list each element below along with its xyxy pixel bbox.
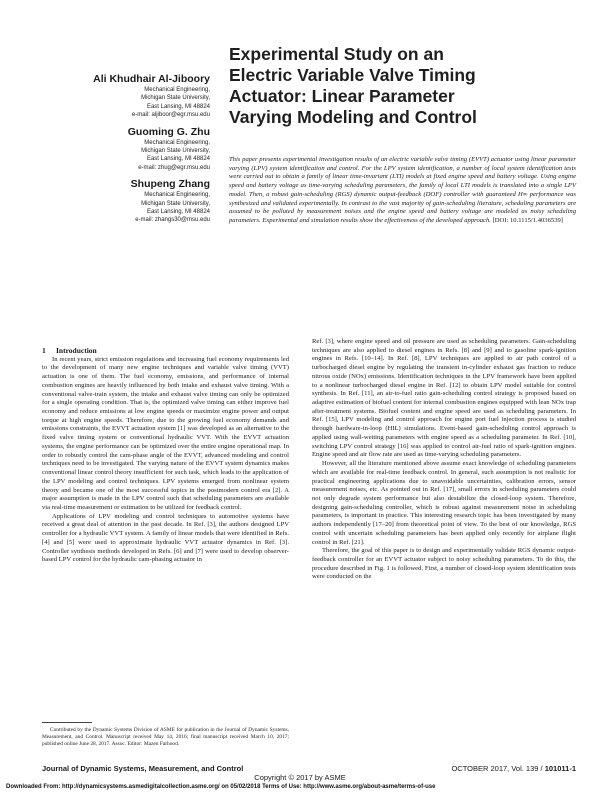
- author-email[interactable]: e-mail: zhangs30@msu.edu: [135, 217, 210, 224]
- author-name: Ali Khudhair Al-Jiboory: [93, 73, 210, 85]
- author-affiliation: East Lansing, MI 48824: [146, 209, 210, 216]
- footnote: Contributed by the Dynamic Systems Division of ASME for publication in the Journal of Dynamic Systems, Measurement, and Control. Manuscript received May 14, 2016; final manuscript received March 10, 2017; published online June 28, 2017. Assoc. Editor: Mazen Farhood.: [42, 727, 289, 748]
- footnote-divider: [42, 722, 92, 723]
- body-column-right: [312, 338, 576, 582]
- section-heading: [42, 347, 289, 356]
- author-affiliation: East Lansing, MI 48824: [146, 156, 210, 163]
- paragraph: Applications of LPV modeling and control techniques to automotive systems have received a great deal of attention in the past decade. In Ref. [3], the authors designed LPV controller for a hydraulic VVT system. A family of linear models that were identified in Refs. [4] and [5] were used to approximate hydraulic VVT actuator dynamics in Ref. [3]. Controller synthesis methods developed in Refs. [6] and [7] were used to develop observer-based LPV control for the hydraulic cam-phasing actuator in: [42, 512, 289, 564]
- paper-title: [229, 44, 574, 128]
- author-affiliation: Michigan State University,: [141, 148, 210, 155]
- section-title: Introduction: [56, 346, 97, 355]
- author-affiliation: Mechanical Engineering,: [144, 87, 210, 93]
- author-affiliation: East Lansing, MI 48824: [146, 103, 210, 110]
- title-line: Electric Variable Valve Timing: [229, 65, 476, 85]
- abstract-text: This paper presents experimental investigation results of an electric variable valve timing (EVVT) actuator using linear parameter varying (LPV) system identification and control. For the LPV system identification, a number of local system identification tests were carried out to obtain a family of linear time-invariant (LTI) models at fixed engine speed and battery voltage. Using engine speed and battery voltage as time-varying scheduling parameters, the family of local LTI models is translated into a single LPV model. Then, a robust gain-scheduling (RGS) dynamic output-feedback (DOF) controller with guaranteed H∞ performance was synthesized and validated experimentally. In contrast to the vast majority of gain-scheduling literature, scheduling parameters are assumed to be polluted by measurement noises and the engine speed and battery voltage are modeled as noisy scheduling parameters. Experimental and simulation results show the effectiveness of the developed approach.: [229, 156, 576, 224]
- body-column-left: [42, 347, 289, 565]
- author-email[interactable]: e-mail: aljiboor@egr.msu.edu: [131, 112, 210, 119]
- paragraph: In recent years, strict emission regulations and increasing fuel economy requirements led to the development of many new engine techniques and variable valve timing (VVT) actuation is one of them. The fuel economy, emissions, and performance of internal combustion engines are heavily influenced by both intake and exhaust valve timing. With a conventional valve-train system, the intake and exhaust valve timing can only be optimized for a single operating condition. That is, the optimized valve timing can either improve fuel economy and reduce emissions at low engine speeds or maximize engine power and output torque at high engine speeds. Therefore, due to the growing fuel economy demands and emissions constraints, the EVVT actuation system [1] was developed as an alternative to the fixed valve timing system or conventional hydraulic VVT. With the EVVT actuation systems, the engine performance can be optimized over the entire engine operational map. In order to robustly control the cam-phase angle of the EVVT, advanced modeling and control techniques need to be investigated. The varying nature of the EVVT system dynamics makes conventional linear control theory insufficient for such task, which leads to the application of the LPV modeling and control techniques. LPV systems emerged from nonlinear system theory and became one of the most successful topics in the postmodern control era [2]. A major assumption is made in the LPV control such that scheduling parameters are available via real-time measurement or estimation to be utilized for feedback control.: [42, 355, 289, 511]
- author-name: Guoming G. Zhu: [127, 125, 210, 138]
- abstract: [229, 156, 576, 226]
- copyright: Copyright © 2017 by ASME: [254, 773, 346, 782]
- issue-info: [451, 764, 576, 773]
- title-line: Experimental Study on an: [229, 44, 444, 64]
- author-name: Shupeng Zhang: [130, 178, 210, 191]
- author-affiliation: Mechanical Engineering,: [144, 139, 210, 146]
- title-line: Varying Modeling and Control: [229, 107, 477, 127]
- paragraph: Therefore, the goal of this paper is to design and experimentally validate RGS dynamic output-feedback controller for an EVVT actuator subject to noisy scheduling parameters. To do this, the procedure described in Fig. 1 is followed. First, a number of closed-loop system identification tests were conducted on the: [312, 547, 576, 581]
- journal-name: Journal of Dynamic Systems, Measurement, and Control: [42, 764, 244, 773]
- doi-link[interactable]: [DOI: 10.1115/1.4036539]: [492, 216, 563, 224]
- download-notice[interactable]: Downloaded From: http://dynamicsystems.asmedigitalcollection.asme.org/ on 05/02/2018 Terms of Use: http://www.asme.org/about-asme/terms-of-use: [6, 784, 436, 790]
- author-affiliation: Michigan State University,: [141, 95, 210, 102]
- paragraph: However, all the literature mentioned above assume exact knowledge of scheduling parameters which are available for real-time feedback control. In general, such assumption is not realistic for practical engineering applications due to unavoidable uncertainties, calibration errors, sensor measurement noises, etc. As pointed out in Ref. [17], small errors in scheduling parameters could not only degrade system performance but also destabilize the closed-loop system. Therefore, designing gain-scheduling controller, which is robust against measurement noise in scheduling parameters, is important in practice. This interesting research topic has been investigated by many authors independently [17–20] from theoretical point of view. To the best of our knowledge, RGS control with uncertain scheduling parameters has been applied only recently for airplane flight control in Ref. [21].: [312, 460, 576, 546]
- title-line: Actuator: Linear Parameter: [229, 86, 455, 106]
- issue-volume: OCTOBER 2017, Vol. 139 /: [451, 764, 545, 773]
- paragraph: Ref. [3], where engine speed and oil pressure are used as scheduling parameters. Gain-scheduling techniques are also applied to diesel engines in Refs. [8] and [9] and to gasoline spark-ignition engines in Refs. [10–14]. In Ref. [8], LPV techniques are applied to air path control of a turbocharged diesel engine by regulating the transient in-cylinder exhaust gas fraction to reduce nitrous oxide (NOx) emissions. Identification techniques in the LPV framework have been applied to a nonlinear turbocharged diesel engine in Ref. [12] to obtain LPV model suitable for control synthesis. In Ref. [11], an air-to-fuel ratio gain-scheduling control strategy is proposed based on adaptive estimation of biofuel content for internal combustion engines equipped with lean NOx trap after-treatment systems. Biofuel content and engine speed are used as scheduling parameters. In Ref. [15], LPV modeling and control approach for engine port fuel injection process is studied through hardware-in-loop (HIL) simulations. Event-based gain-scheduling control approach is applied using wall-wetting parameters with engine speed as a scheduling parameter. In Ref. [10], switching LPV control strategy [16] was applied to control air-fuel ratio of spark-ignition engines. Engine speed and air flow rate are used as time-varying scheduling parameters.: [312, 338, 576, 459]
- author-block: [40, 73, 210, 225]
- author-affiliation: Mechanical Engineering,: [144, 192, 210, 199]
- author-email[interactable]: e-mail: zhug@egr.msu.edu: [138, 164, 210, 171]
- author-affiliation: Michigan State University,: [141, 200, 210, 207]
- section-number: 1: [42, 346, 46, 355]
- page-id: 101011-1: [544, 764, 576, 773]
